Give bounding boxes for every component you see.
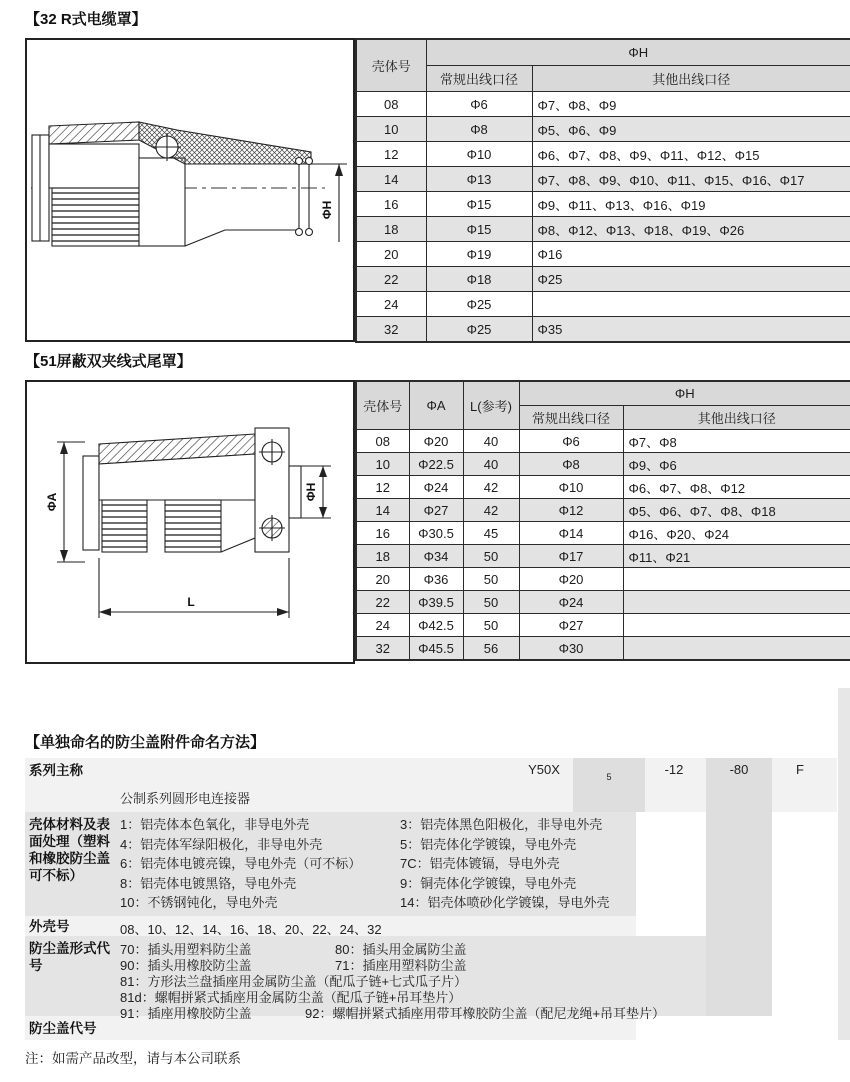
cell-shell: 24 <box>356 614 409 637</box>
table-row <box>356 142 850 167</box>
cell-phi-a: Φ24 <box>409 476 463 499</box>
cell-other: Φ8、Φ12、Φ13、Φ18、Φ19、Φ26 <box>532 217 850 242</box>
cell-regular: Φ12 <box>519 499 623 522</box>
cell-other <box>623 568 850 591</box>
cell-regular: Φ8 <box>426 117 532 142</box>
shield-tail-section <box>25 380 850 664</box>
note-line: 注：如需产品改型，请与本公司联系 <box>25 1051 241 1066</box>
cover-code-item: 81d：螺帽拼紧式插座用金属防尘盖（配瓜子链+吊耳垫片） <box>120 990 462 1005</box>
materials-list-right <box>400 815 609 913</box>
cover-code-item: 92：螺帽拼紧式插座用带耳橡胶防尘盖（配尼龙绳+吊耳垫片） <box>305 1006 666 1021</box>
table-row <box>356 242 850 267</box>
cell-other: Φ16、Φ20、Φ24 <box>623 522 850 545</box>
table-row <box>356 267 850 292</box>
cell-l: 42 <box>463 499 519 522</box>
table-row <box>356 476 850 499</box>
cell-shell: 14 <box>356 499 409 522</box>
table-row <box>356 499 850 522</box>
cell-other: Φ7、Φ8、Φ9、Φ10、Φ11、Φ15、Φ16、Φ17 <box>532 167 850 192</box>
material-item: 7C：铝壳体镀镉，导电外壳 <box>400 856 560 871</box>
cell-other: Φ25 <box>532 267 850 292</box>
cell-shell: 12 <box>356 142 426 167</box>
cell-regular: Φ13 <box>426 167 532 192</box>
cell-phi-a: Φ42.5 <box>409 614 463 637</box>
cell-l: 50 <box>463 614 519 637</box>
material-item: 3：铝壳体黑色阳极化，非导电外壳 <box>400 817 603 832</box>
shield-tail-table <box>355 380 850 661</box>
shield-tail-diagram <box>27 382 353 662</box>
cell-l: 50 <box>463 545 519 568</box>
table-row <box>356 317 850 343</box>
cell-shell: 22 <box>356 267 426 292</box>
col-header-regular: 常规出线口径 <box>426 66 532 92</box>
material-item: 9：铜壳体化学镀镍，导电外壳 <box>400 875 577 891</box>
cell-regular: Φ14 <box>519 522 623 545</box>
cell-shell: 10 <box>356 453 409 476</box>
table-header-row <box>356 381 850 406</box>
cell-shell: 32 <box>356 317 426 343</box>
cover-code-line <box>120 1003 665 1022</box>
col-header-other: 其他出线口径 <box>623 406 850 430</box>
dim-label-phi-h: ΦH <box>304 482 318 502</box>
material-item: 10：不锈钢钝化，导电外壳 <box>120 895 278 910</box>
col-header-phi-h: ΦH <box>426 39 850 66</box>
cover-code-item: 91：插座用橡胶防尘盖 <box>120 1006 252 1021</box>
cell-other <box>623 614 850 637</box>
cell-other: Φ5、Φ6、Φ7、Φ8、Φ18 <box>623 499 850 522</box>
table-row <box>356 637 850 661</box>
cover-codes-label: 防尘盖形式代号 <box>29 941 110 973</box>
cell-regular: Φ17 <box>519 545 623 568</box>
cell-shell: 32 <box>356 637 409 661</box>
cell-shell: 18 <box>356 217 426 242</box>
cell-other: Φ5、Φ6、Φ9 <box>532 117 850 142</box>
code-band-cover <box>706 758 772 1016</box>
col-header-shell: 壳体号 <box>356 39 426 92</box>
cell-shell: 22 <box>356 591 409 614</box>
cell-other: Φ9、Φ11、Φ13、Φ16、Φ19 <box>532 192 850 217</box>
materials-list-left <box>120 815 361 913</box>
cell-shell: 20 <box>356 242 426 267</box>
cell-other: Φ9、Φ6 <box>623 453 850 476</box>
cell-phi-a: Φ39.5 <box>409 591 463 614</box>
cell-regular: Φ8 <box>519 453 623 476</box>
code-band-material <box>573 758 645 812</box>
material-item: 1：铝壳体本色氧化，非导电外壳 <box>120 817 310 832</box>
table-row <box>356 545 850 568</box>
table-row <box>356 217 850 242</box>
cell-regular: Φ6 <box>426 92 532 117</box>
cell-l: 42 <box>463 476 519 499</box>
series-desc: 公制系列圆形电连接器 <box>120 791 251 806</box>
table-row <box>356 167 850 192</box>
cell-l: 50 <box>463 591 519 614</box>
table-header-row <box>356 39 850 66</box>
dim-label-phi-h: ΦH <box>320 200 334 220</box>
materials-label: 壳体材料及表面处理（塑料和橡胶防尘盖可不标） <box>29 817 110 883</box>
cover-label: 防尘盖代号 <box>29 1021 97 1036</box>
table-row <box>356 117 850 142</box>
table-row <box>356 292 850 317</box>
cell-regular: Φ25 <box>426 317 532 343</box>
cell-phi-a: Φ30.5 <box>409 522 463 545</box>
series-label: 系列主称 <box>29 763 83 778</box>
cell-other: Φ6、Φ7、Φ8、Φ9、Φ11、Φ12、Φ15 <box>532 142 850 167</box>
cell-other: Φ16 <box>532 242 850 267</box>
code-part-cover-form: -80 <box>729 762 749 777</box>
shell-numbers-value: 08、10、12、14、16、18、20、22、24、32 <box>120 922 382 937</box>
cell-regular: Φ15 <box>426 192 532 217</box>
cell-shell: 16 <box>356 522 409 545</box>
cell-shell: 20 <box>356 568 409 591</box>
cell-l: 40 <box>463 430 519 453</box>
cell-other <box>532 292 850 317</box>
col-header-shell: 壳体号 <box>356 381 409 430</box>
cell-regular: Φ24 <box>519 591 623 614</box>
cell-regular: Φ15 <box>426 217 532 242</box>
cover-code-item: 71：插座用塑料防尘盖 <box>335 958 467 973</box>
cable-cover-section <box>25 38 850 342</box>
cell-regular: Φ19 <box>426 242 532 267</box>
table-row <box>356 614 850 637</box>
cell-regular: Φ18 <box>426 267 532 292</box>
cover-code-item: 70：插头用塑料防尘盖 <box>120 942 252 957</box>
cell-shell: 16 <box>356 192 426 217</box>
cell-shell: 14 <box>356 167 426 192</box>
cover-code-item: 81：方形法兰盘插座用金属防尘盖（配瓜子链+七式瓜子片） <box>120 974 468 989</box>
dim-label-l: L <box>187 595 195 609</box>
cell-shell: 10 <box>356 117 426 142</box>
cell-phi-a: Φ36 <box>409 568 463 591</box>
page-edge-tab <box>838 688 850 1040</box>
table-row <box>356 453 850 476</box>
cell-other <box>623 637 850 661</box>
cell-l: 56 <box>463 637 519 661</box>
cell-phi-a: Φ20 <box>409 430 463 453</box>
cable-cover-table <box>355 38 850 343</box>
cell-shell: 08 <box>356 92 426 117</box>
col-header-other: 其他出线口径 <box>532 66 850 92</box>
table-row <box>356 568 850 591</box>
cell-other: Φ7、Φ8 <box>623 430 850 453</box>
cover-code-item: 90：插头用橡胶防尘盖 <box>120 958 252 973</box>
cell-phi-a: Φ34 <box>409 545 463 568</box>
cell-regular: Φ27 <box>519 614 623 637</box>
table-row <box>356 430 850 453</box>
cell-other: Φ6、Φ7、Φ8、Φ12 <box>623 476 850 499</box>
section-title-naming: 【单独命名的防尘盖附件命名方法】 <box>25 734 266 751</box>
code-part-shell-no: -12 <box>664 762 684 777</box>
material-item: 5：铝壳体化学镀镍，导电外壳 <box>400 836 577 852</box>
code-part-series: Y50X <box>528 762 560 777</box>
material-item: 6：铝壳体电镀亮镍，导电外壳（可不标） <box>120 856 362 871</box>
cell-shell: 08 <box>356 430 409 453</box>
section-title-shield-tail: 【51屏蔽双夹线式尾罩】 <box>25 353 192 370</box>
cell-phi-a: Φ45.5 <box>409 637 463 661</box>
material-item: 14：铝壳体喷砂化学镀镍，导电外壳 <box>400 895 610 910</box>
table-subheader-row <box>356 66 850 92</box>
col-header-l-ref: L(参考) <box>463 381 519 430</box>
table-row <box>356 92 850 117</box>
cell-regular: Φ20 <box>519 568 623 591</box>
cell-regular: Φ6 <box>519 430 623 453</box>
table-row <box>356 522 850 545</box>
col-header-phi-a: ΦA <box>409 381 463 430</box>
table-row <box>356 591 850 614</box>
col-header-phi-h: ΦH <box>519 381 850 406</box>
shield-tail-drawing <box>25 380 355 664</box>
cell-other: Φ35 <box>532 317 850 343</box>
dim-label-phi-a: ΦA <box>45 492 59 512</box>
cell-l: 40 <box>463 453 519 476</box>
cell-regular: Φ10 <box>519 476 623 499</box>
cell-other: Φ11、Φ21 <box>623 545 850 568</box>
cell-phi-a: Φ27 <box>409 499 463 522</box>
cell-other: Φ7、Φ8、Φ9 <box>532 92 850 117</box>
cell-phi-a: Φ22.5 <box>409 453 463 476</box>
cable-cover-drawing <box>25 38 355 342</box>
material-item: 4：铝壳体军绿阳极化，非导电外壳 <box>120 836 323 852</box>
material-item: 8：铝壳体电镀黑铬，导电外壳 <box>120 875 297 891</box>
cell-l: 45 <box>463 522 519 545</box>
code-part-suffix: F <box>796 762 804 777</box>
cell-shell: 24 <box>356 292 426 317</box>
cell-regular: Φ10 <box>426 142 532 167</box>
table-row <box>356 192 850 217</box>
cell-regular: Φ25 <box>426 292 532 317</box>
cell-shell: 12 <box>356 476 409 499</box>
code-part-material: 5 <box>606 772 612 782</box>
cell-l: 50 <box>463 568 519 591</box>
shell-numbers-label: 外壳号 <box>29 919 70 934</box>
cable-cover-diagram <box>27 40 353 340</box>
col-header-regular: 常规出线口径 <box>519 406 623 430</box>
cell-other <box>623 591 850 614</box>
cover-code-item: 80：插头用金属防尘盖 <box>335 942 467 957</box>
cell-regular: Φ30 <box>519 637 623 661</box>
section-title-cable-cover: 【32 R式电缆罩】 <box>25 11 147 28</box>
cell-shell: 18 <box>356 545 409 568</box>
